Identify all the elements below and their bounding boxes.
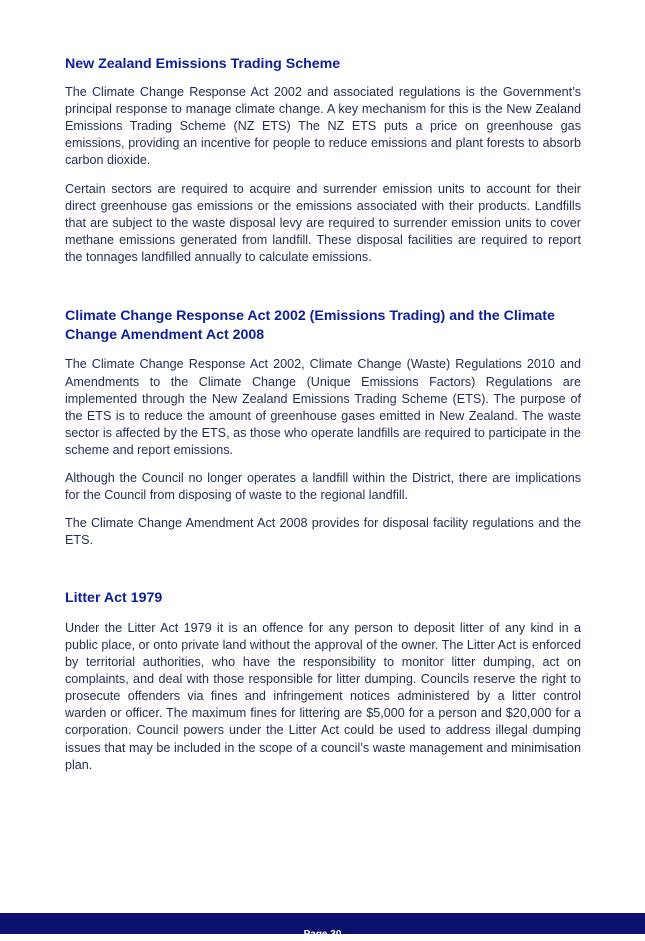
paragraph: The Climate Change Amendment Act 2008 provides for disposal facility regulations and the ETS. [65,516,581,548]
paragraph: Under the Litter Act 1979 it is an offence for any person to deposit litter of any kind in a public place, or onto private land without the approval of the owner. The Litter Act is enforced by territorial authorities, who have the responsibility to monitor litter dumping, act on complaints, and deal with those responsible for litter dumping. Councils reserve the right to prosecute offenders via fines and infringement notices administered by a litter control warden or officer. The maximum fines for littering are $5,000 for a person and $20,000 for a corporation. Council powers under the Litter Act could be used to address illegal dumping issues that may be included in the scope of a council’s waste management and minimisation plan. [65,620,581,772]
section-heading-climate-change-act: Climate Change Response Act 2002 (Emissions Trading) and the Climate Change Amendment Act 2008 [65,308,555,343]
page-number: Page 30 [303,929,342,940]
paragraph: The Climate Change Response Act 2002, Climate Change (Waste) Regulations 2010 and Amendments to the Climate Change (Unique Emissions Factors) Regulations are implemented through the New Zealand Emissions Trading Scheme (ETS). The purpose of the ETS is to reduce the amount of greenhouse gases emitted in New Zealand. The waste sector is affected by the ETS, as those who operate landfills are required to participate in the scheme and report emissions. [65,357,581,457]
section-heading-nz-ets: New Zealand Emissions Trading Scheme [65,56,341,72]
paragraph: The Climate Change Response Act 2002 and associated regulations is the Government’s principal response to manage climate change. A key mechanism for this is the New Zealand Emissions Trading Scheme (NZ ETS) The NZ ETS puts a price on greenhouse gas emissions, providing an incentive for people to reduce emissions and plant forests to absorb carbon dioxide. [65,84,581,167]
section-heading-litter-act: Litter Act 1979 [65,590,163,607]
paragraph: Certain sectors are required to acquire and surrender emission units to account for their direct greenhouse gas emissions or the emissions associated with their products. Landfills that are subject to the waste disposal levy are required to surrender emission units to cover methane emissions generated from landfill. These disposal facilities are required to report the tonnages landfilled annually to calculate emissions. [65,181,581,265]
footer-band [0,913,645,940]
page-content [65,55,581,774]
paragraph: Although the Council no longer operates a landfill within the District, there are implications for the Council from disposing of waste to the regional landfill. [65,471,581,503]
